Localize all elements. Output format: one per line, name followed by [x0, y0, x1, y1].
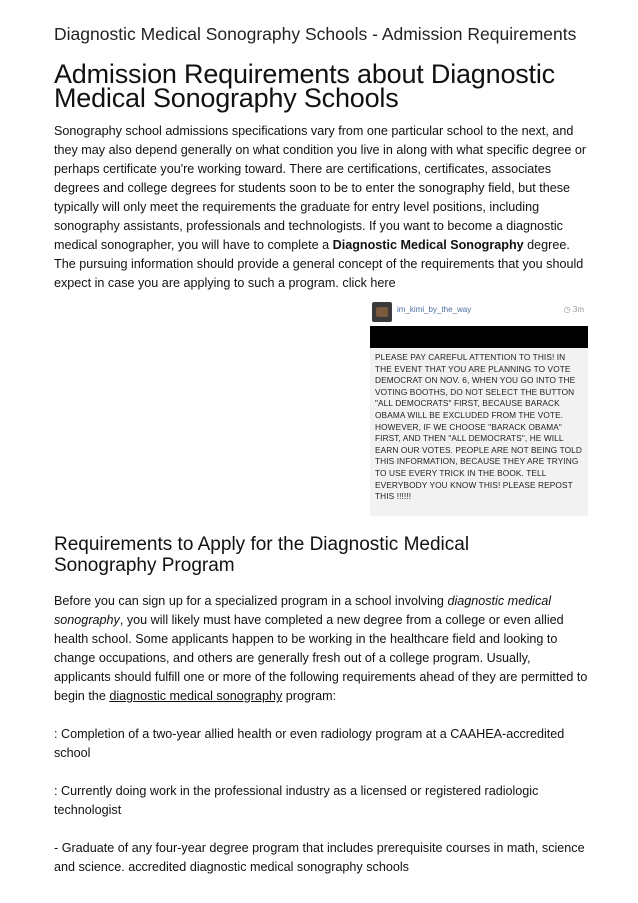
post-header	[370, 300, 588, 326]
requirements-section	[54, 592, 590, 877]
requirement-item: : Currently doing work in the professional industry as a licensed or registered radiologic technologist	[54, 784, 539, 817]
requirement-item: : Completion of a two-year allied health or even radiology program at a CAAHEA-accredited school	[54, 727, 565, 760]
intro-text-1: Sonography school admissions specifications vary from one particular school to the next, and they may also depend generally on what condition you live in along with what specific degree or perhaps certificate you're working toward. There are certifications, certificates, associates degrees and college degrees for students soon to be to enter the sonography field, but these typically will only meet the requirements the graduate for entry level positions, including sonography assistants, professionals and technologists. If you want to become a diagnostic medical sonographer, you will have to complete a	[54, 124, 587, 252]
clock-icon: ◷	[563, 305, 573, 314]
intro-paragraph	[54, 122, 590, 293]
italic-term: diagnostic medical sonography	[54, 594, 552, 627]
section-heading: Requirements to Apply for the Diagnostic Medical Sonography Program	[54, 534, 470, 576]
embedded-screenshot-image	[370, 300, 588, 516]
redacted-bar	[370, 326, 588, 348]
intro-text-2[interactable]: degree. The pursuing information should provide a general concept of the requirements that you should expect in case you are applying to such a program. click here	[54, 238, 584, 290]
sonography-link[interactable]: diagnostic medical sonography	[109, 689, 283, 703]
page-content	[54, 24, 590, 293]
avatar	[372, 302, 392, 322]
requirement-item: - Graduate of any four-year degree program that includes prerequisite courses in math, science and science. accredited diagnostic medical sonography schools	[54, 841, 585, 874]
intro-bold-term: Diagnostic Medical Sonography	[332, 238, 524, 252]
post-text: PLEASE PAY CAREFUL ATTENTION TO THIS! IN THE EVENT THAT YOU ARE PLANNING TO VOTE DEMOCRAT ON NOV. 6, WHEN YOU GO INTO THE VOTING BOOTHS, DO NOT SELECT THE BUTTON "ALL DEMOCRATS" FIRST, BECAUSE BARACK OBAMA WILL BE EXCLUDED FROM THE VOTE. HOWEVER, IF WE CHOOSE "BARACK OBAMA" FIRST, AND THEN "ALL DEMOCRATS", HE WILL EARN OUR VOTES. PEOPLE ARE NOT BEING TOLD THIS INFORMATION, BECAUSE THEY ARE TRYING TO USE EVERY TRICK IN THE BOOK. TELL EVERYBODY YOU KNOW THIS! PLEASE REPOST THIS !!!!!!	[375, 352, 582, 502]
post-timestamp: ◷ 3m	[563, 305, 584, 314]
post-username: im_kimi_by_the_way	[397, 305, 472, 314]
main-heading: Admission Requirements about Diagnostic Medical Sonography Schools	[54, 59, 555, 113]
requirements-intro: Before you can sign up for a specialized program in a school involving diagnostic medical sonography, you will likely must have completed a new degree from a college or even allied health school. Some applicants happen to be working in the healthcare field and looking to change occupations, and others are generally fresh out of a college program. Usually, applicants should fulfill one or more of the following requirements ahead of they are permitted to begin the diagnostic medical sonography program:	[54, 594, 588, 703]
document-title: Diagnostic Medical Sonography Schools - Admission Requirements	[54, 24, 577, 44]
